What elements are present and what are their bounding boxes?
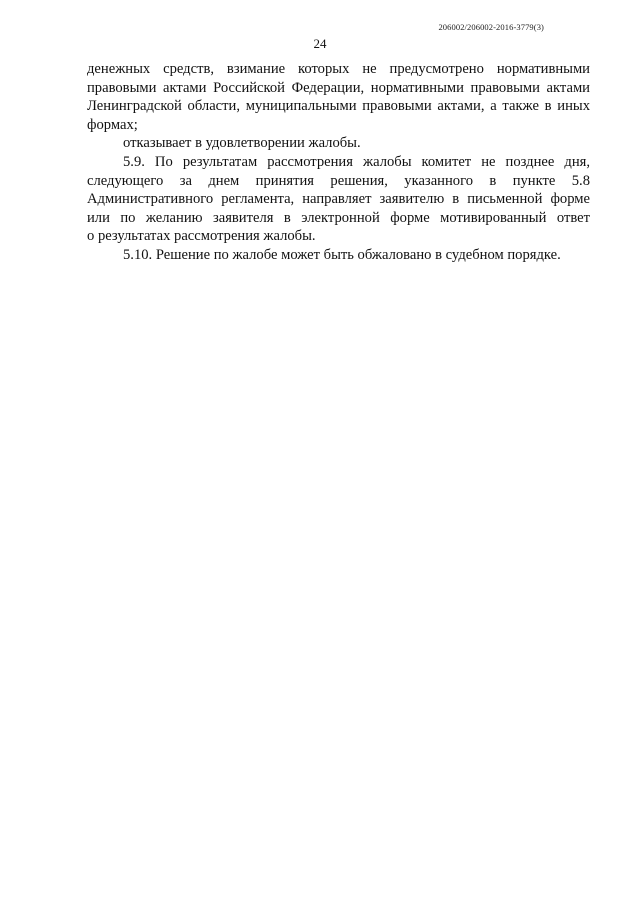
document-registration-number: 206002/206002-2016-3779(3)	[438, 22, 544, 32]
text-line: о результатах рассмотрения жалобы.	[87, 228, 316, 245]
text-line: отказывает в удовлетворении жалобы.	[123, 135, 361, 152]
text-line: следующего за днем принятия решения, указанного в пункте 5.8	[87, 172, 590, 189]
text-line: денежных средств, взимание которых не предусмотрено нормативными	[87, 61, 590, 77]
text-line: 5.10. Решение по жалобе может быть обжаловано в судебном порядке.	[123, 246, 561, 263]
text-line: Административного регламента, направляет заявителю в письменной форме	[87, 191, 590, 208]
document-body	[87, 60, 590, 265]
text-line: или по желанию заявителя в электронной форме мотивированный ответ	[87, 209, 590, 226]
text-line: Ленинградской области, муниципальными правовыми актами, а также в иных	[87, 98, 590, 115]
text-line: формах;	[87, 116, 138, 133]
text-line: правовыми актами Российской Федерации, нормативными правовыми актами	[87, 79, 590, 96]
text-line: 5.9. По результатам рассмотрения жалобы комитет не позднее дня,	[123, 153, 590, 170]
page-number: 24	[313, 36, 327, 51]
